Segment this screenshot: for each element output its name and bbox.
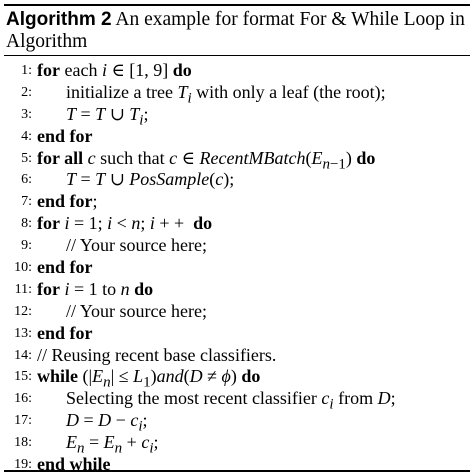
- line-code: end while: [37, 454, 111, 475]
- algorithm-line: [4, 301, 470, 323]
- line-number: 1:: [21, 63, 32, 78]
- line-number: 9:: [21, 238, 32, 254]
- algorithm-line: [4, 81, 470, 107]
- line-code: for all c such that c ∈ $RecentMBatch(E_{n-1})$ do: [37, 147, 376, 173]
- line-code: $D = D - c_i$;: [66, 410, 148, 435]
- algorithm-line: [4, 323, 470, 345]
- algorithm-line: [4, 432, 470, 457]
- line-code: end for: [37, 125, 93, 146]
- algorithm-line: [4, 235, 470, 257]
- algorithm-line: [4, 103, 470, 129]
- algorithm-line: [4, 126, 470, 148]
- line-number: 5:: [21, 150, 32, 166]
- line-number: 6:: [21, 172, 32, 188]
- algorithm-block: [4, 4, 470, 475]
- algorithm-line: [4, 279, 470, 301]
- algorithm-line: [4, 147, 470, 173]
- line-number: 15:: [14, 369, 32, 385]
- algorithm-lines: [4, 60, 470, 475]
- caption-rule: [4, 55, 470, 56]
- algorithm-caption: [6, 9, 468, 53]
- algorithm-line: [4, 345, 470, 367]
- algorithm-line: [4, 366, 470, 392]
- line-code: end for: [37, 322, 93, 343]
- line-code: // Reusing recent base classifiers.: [37, 344, 277, 365]
- algorithm-line: [4, 191, 470, 213]
- line-code: T = T ∪ PosSample(c);: [66, 169, 235, 190]
- line-code: for i = 1 to n do: [37, 278, 154, 299]
- line-number: 17:: [14, 413, 32, 429]
- algorithm-line: [4, 169, 470, 191]
- line-code: end for;: [37, 191, 98, 212]
- line-number: 13:: [14, 325, 32, 341]
- line-code: $E_n = E_n + c_i$;: [66, 432, 159, 457]
- line-number: 18:: [14, 435, 32, 451]
- line-number: 14:: [14, 347, 32, 363]
- line-number: 11:: [14, 281, 32, 297]
- line-number: 7:: [21, 194, 32, 210]
- algorithm-line: [4, 388, 470, 413]
- line-code: // Your source here;: [66, 300, 207, 321]
- line-number: 19:: [14, 457, 32, 473]
- line-number: 16:: [14, 391, 32, 407]
- bottom-rule: [4, 470, 470, 472]
- line-code: for each i ∈ [1, 9] do: [37, 60, 192, 80]
- algorithm-line: [4, 257, 470, 279]
- algorithm-title: An example for format For & While Loop in Algorithm: [6, 9, 465, 52]
- line-number: 8:: [21, 216, 32, 232]
- line-number: 2:: [21, 84, 32, 100]
- top-rule: [4, 4, 470, 6]
- line-number: 4:: [21, 128, 32, 144]
- algorithm-line: [4, 410, 470, 435]
- algorithm-line: [4, 60, 470, 82]
- line-code: Selecting the most recent classifier $c_i$ from D;: [66, 388, 396, 413]
- algorithm-label: Algorithm 2: [6, 9, 112, 30]
- line-code: end for: [37, 257, 93, 278]
- line-code: T = T ∪ $T_i$;: [66, 103, 149, 129]
- line-code: while $(|E_n| \le L_1)and(D \ne \phi)$ do: [37, 366, 261, 392]
- line-number: 10:: [14, 260, 32, 276]
- line-code: initialize a tree $T_i$ with only a leaf (the root);: [66, 81, 386, 107]
- line-number: 12:: [14, 303, 32, 319]
- algorithm-line: [4, 213, 470, 235]
- line-code: for i = 1; i < n; i + + do: [37, 213, 213, 234]
- line-number: 3:: [21, 106, 32, 122]
- line-code: // Your source here;: [66, 235, 207, 256]
